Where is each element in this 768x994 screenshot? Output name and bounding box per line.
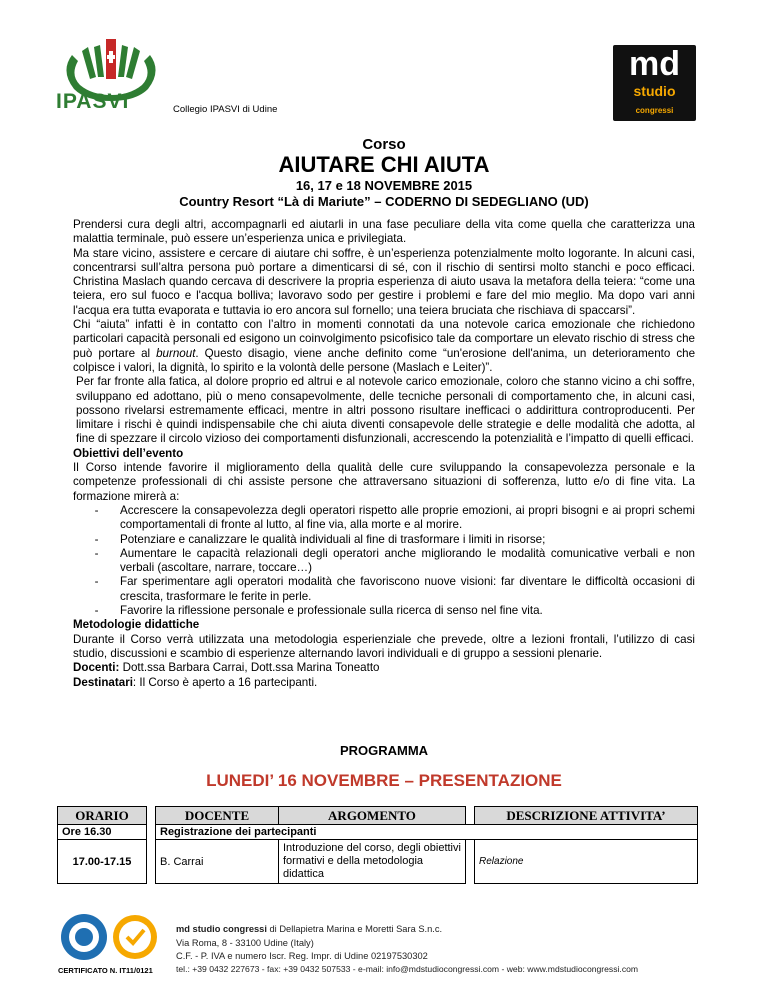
row-descrizione: Relazione bbox=[475, 840, 698, 884]
docenti-line bbox=[73, 661, 695, 675]
course-venue: Country Resort “Là di Mariute” – CODERNO DI SEDEGLIANO (UD) bbox=[179, 194, 589, 209]
row-time: Ore 16.30 bbox=[58, 825, 147, 840]
course-description bbox=[73, 218, 695, 690]
table-header-row bbox=[58, 807, 698, 825]
destinatari-line bbox=[73, 676, 695, 690]
table-row bbox=[58, 840, 698, 884]
program-table bbox=[57, 806, 698, 884]
ipasvi-logo-text: IPASVI bbox=[56, 90, 130, 113]
day-title: LUNEDI’ 16 NOVEMBRE – PRESENTAZIONE bbox=[206, 771, 562, 790]
footer-company bbox=[176, 924, 442, 934]
md-studio-logo bbox=[613, 45, 696, 121]
list-item: - Favorire la riflessione personale e professionale sulla ricerca di senso nel fine vita. bbox=[94, 604, 543, 618]
sgs-certification-icon bbox=[110, 912, 160, 962]
col-docente: DOCENTE bbox=[156, 807, 279, 825]
footer-address: Via Roma, 8 - 33100 Udine (Italy) bbox=[176, 938, 314, 948]
col-descrizione: DESCRIZIONE ATTIVITA’ bbox=[475, 807, 698, 825]
col-argomento: ARGOMENTO bbox=[279, 807, 466, 825]
certificate-number: CERTIFICATO N. IT11/0121 bbox=[58, 966, 153, 975]
accredia-logo-icon bbox=[59, 912, 109, 962]
list-item: - Potenziare e canalizzare le qualità individuali al fine di trasformare i limiti in risorse; bbox=[94, 532, 546, 546]
footer-company-rest: di Dellapietra Marina e Moretti Sara S.n.c. bbox=[266, 924, 443, 934]
row-registrazione: Registrazione dei partecipanti bbox=[156, 825, 698, 840]
paragraph-maslach: Ma stare vicino, assistere e cercare di aiutare chi soffre, è un’esperienza potenzialmente molto logorante. In alcuni casi, concentrarsi sull’altra persona può portare a dimenticarsi di sé, con il rischio di sentirsi molto stanchi e poco efficaci. Christina Maslach quando cercava di descrivere la propria esperienza di aiuto usava la metafora della teiera: “come una teiera, ero sul fuoco e l'acqua bolliva; lavoravo sodo per gestire i problemi e fare del mio meglio. Ma dopo vari anni l'acqua era tutta evaporata e tuttavia io ero ancora sul fornello; una teiera bruciata che rischiava di spaccarsi”. bbox=[73, 246, 695, 317]
md-logo-congressi: congressi bbox=[635, 106, 674, 115]
burnout-term: burnout bbox=[156, 346, 196, 360]
docenti-value: Dott.ssa Barbara Carrai, Dott.ssa Marina Toneatto bbox=[119, 661, 380, 675]
list-item: - Accrescere la consapevolezza degli operatori rispetto alle proprie emozioni, ai propri bisogni e ai propri schemi comportamentali di fronte al lutto, al fine via, alla morte e al morire. bbox=[94, 503, 695, 532]
paragraph-obiettivi: Il Corso intende favorire il miglioramento della qualità delle cure sviluppando la consapevolezza personale e la competenze professionali di chi assiste persone che attraversano situazioni di sofferenza, lutto e/o di fine vita. La formazione mirerà a: bbox=[73, 461, 695, 503]
footer-fiscal: C.F. - P. IVA e numero Iscr. Reg. Impr. di Udine 02197530302 bbox=[176, 951, 428, 961]
col-orario: ORARIO bbox=[58, 807, 147, 825]
paragraph-aiuta bbox=[73, 318, 695, 375]
paragraph-metodologie: Durante il Corso verrà utilizzata una metodologia esperienziale che prevede, oltre a lezioni frontali, l’utilizzo di casi studio, discussioni e scambio di esperienze alternando lavori individuali e di gruppo a sessioni plenarie. bbox=[73, 632, 695, 660]
course-dates: 16, 17 e 18 NOVEMBRE 2015 bbox=[295, 178, 473, 193]
course-title: AIUTARE CHI AIUTA bbox=[278, 152, 490, 177]
paragraph-aiuta-a: Chi “aiuta” infatti è in contatto con l’altro in momenti connotati da una notevole carica emozionale che richiedono particolari capacità personali ed esigono un coinvolgimento psicofisico tale da comportare un elevato rischio di stress che può portare al bbox=[73, 318, 695, 360]
md-logo-studio: studio bbox=[633, 83, 676, 99]
destinatari-label: Destinatari bbox=[73, 675, 133, 689]
list-item: - Far sperimentare agli operatori modalità che favoriscono nuove visioni: far diventare le difficoltà occasioni di crescita, trasformare le ferite in perle. bbox=[94, 575, 695, 603]
paragraph-intro: Prendersi cura degli altri, accompagnarli ed aiutarli in una fase peculiare della vita come quella che caratterizza una malattia terminale, può essere un’esperienza unica e privilegiata. bbox=[73, 218, 695, 246]
list-item: - Aumentare le capacità relazionali degli operatori anche migliorando le modalità comunicative verbali e non verbali (ascoltare, narrare, toccare…) bbox=[94, 546, 695, 575]
row-argomento: Introduzione del corso, degli obiettivi formativi e della metodologia didattica bbox=[279, 840, 466, 884]
programma-heading: PROGRAMMA bbox=[339, 743, 429, 758]
table-row bbox=[58, 825, 698, 840]
row-docente: B. Carrai bbox=[156, 840, 279, 884]
footer-company-name: md studio congressi bbox=[176, 924, 267, 934]
collegio-label: Collegio IPASVI di Udine bbox=[173, 104, 278, 115]
row-time: 17.00-17.15 bbox=[58, 840, 147, 884]
paragraph-fatica: Per far fronte alla fatica, al dolore proprio ed altrui e al notevole carico emozionale, coloro che stanno vicino a chi soffre, sviluppano ed adottano, più o meno consapevolmente, delle tecniche personali di comportamento che, in alcuni casi, possono rivelarsi estremamente efficaci, mentre in altri possono risultare inefficaci o addirittura controproducenti. Per limitare i rischi è quindi indispensabile che chi aiuta diventi consapevole delle strategie e delle modalità che adotta, al fine di spezzare il circolo vizioso dei comportamenti disfunzionali, accrescendo la potenzialità e l’impatto di quelli efficaci. bbox=[76, 375, 695, 446]
course-label: Corso bbox=[362, 136, 406, 153]
heading-obiettivi: Obiettivi dell’evento bbox=[73, 446, 184, 460]
footer-contacts: tel.: +39 0432 227673 - fax: +39 0432 507533 - e-mail: info@mdstudiocongressi.com - web: www.mdstudiocongressi.com bbox=[176, 964, 639, 974]
heading-metodologie: Metodologie didattiche bbox=[73, 618, 200, 632]
destinatari-value: : Il Corso è aperto a 16 partecipanti. bbox=[132, 675, 318, 689]
md-logo-text: md bbox=[629, 45, 680, 83]
paragraph-aiuta-b: . Questo disagio, viene anche definito come “un'erosione dell'anima, un deterioramento che colpisce i valori, la dignità, lo spirito e la volontà delle persone (Maslach e Leiter)”. bbox=[73, 346, 696, 374]
docenti-label: Docenti: bbox=[73, 661, 120, 675]
